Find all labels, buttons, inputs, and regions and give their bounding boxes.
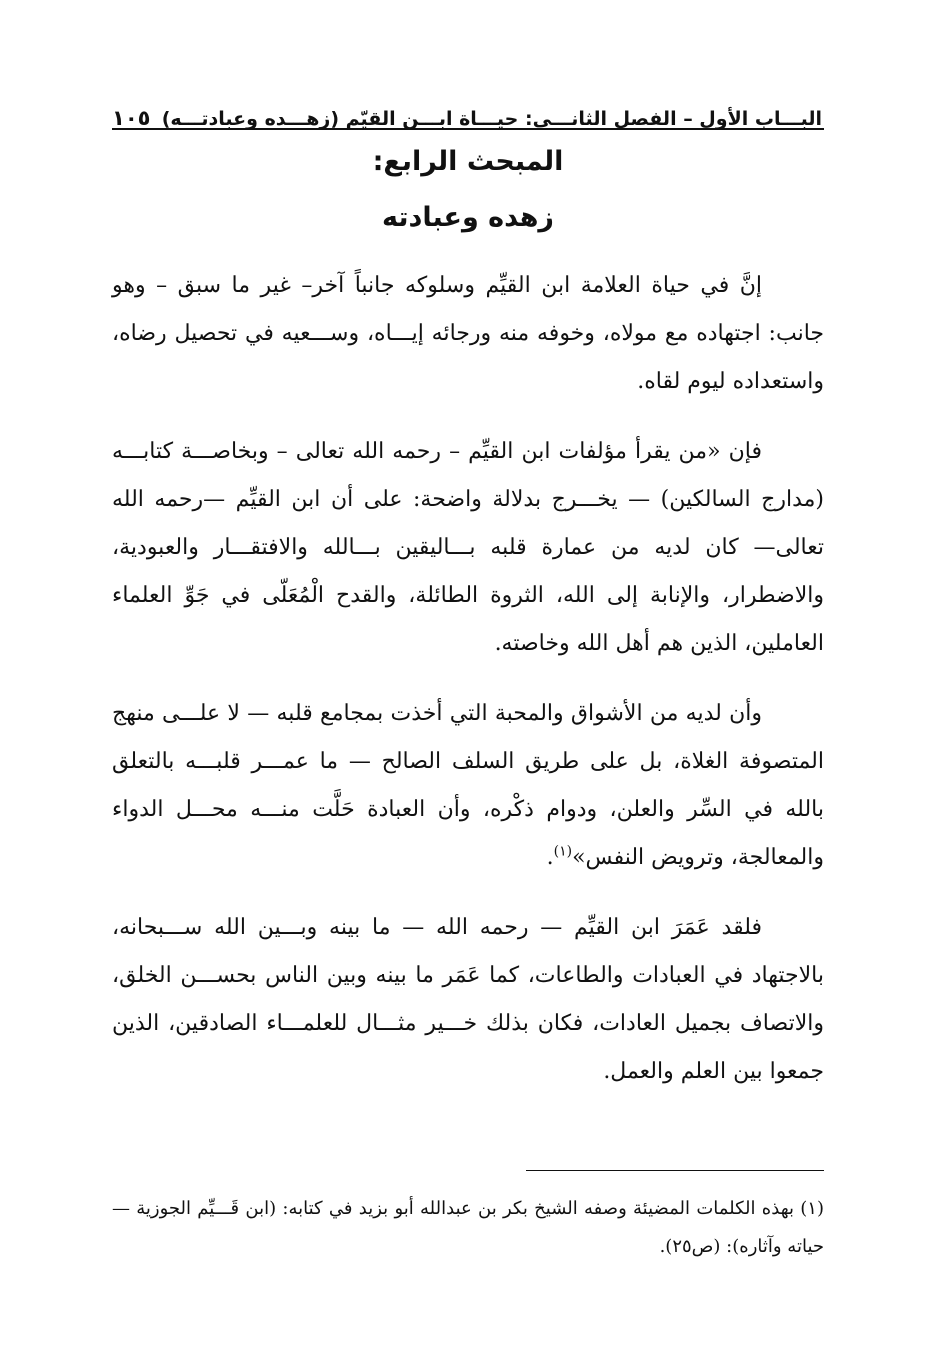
chapter-title: المبحث الرابع:	[372, 146, 564, 177]
running-header	[112, 96, 822, 130]
paragraph-with-footnote	[112, 690, 824, 882]
section-title: زهده وعبادته	[382, 202, 554, 233]
paragraph-text: وأن لديه من الأشواق والمحبة التي أخذت بمجامع قلبه — لا علـــى منهج المتصوفة الغلاة، بل على طريق السلف الصالح — ما عمـــر قلبـــه بالتعلق بالله في السِّر والعلن، ودوام ذكْره، وأن العبادة حَلَّت منـــه محـــل الدواء والمعالجة، وترويض النفس»	[112, 701, 824, 870]
paragraph: فلقد عَمَرَ ابن القيِّم — رحمه الله — ما بينه وبـــين الله ســـبحانه، بالاجتهاد في العبادات والطاعات، كما عَمَر ما بينه وبين الناس بحســـن الخلق، والاتصاف بجميل العادات، فكان بذلك خـــير مثـــال للعلمـــاء الصادقين، الذين جمعوا بين العلم والعمل.	[112, 915, 824, 1084]
page-number: ١٠٥	[112, 106, 151, 130]
paragraph: إنَّ في حياة العلامة ابن القيِّم وسلوكه جانباً آخر– غير ما سبق – وهو جانب: اجتهاده مع مولاه، وخوفه منه ورجائه إيـــاه، وســـعيه في تحصيل رضاه، واستعداده ليوم لقاه.	[112, 273, 824, 394]
footnote-reference: (١)	[553, 843, 573, 860]
footnote-rule	[526, 1170, 824, 1171]
paragraph-end: .	[546, 845, 554, 870]
footnote	[112, 1190, 824, 1266]
header-rule	[112, 128, 824, 130]
body-text	[112, 262, 824, 1118]
footnote-text: (١) بهذه الكلمات المضيئة وصفه الشيخ بكر بن عبدالله أبو بزيد في كتابه: (ابن قَـــيِّم الجوزية — حياته وآثاره): (ص٢٥).	[112, 1198, 824, 1257]
running-title: البـــاب الأول – الفصل الثانـــي: حيـــاة ابـــن القيّم (زهـــده وعبادتـــه)	[161, 108, 822, 130]
paragraph: فإن «من يقرأ مؤلفات ابن القيِّم – رحمه الله تعالى – وبخاصـــة كتابـــه (مدارج السالكين) — يخـــرج بدلالة واضحة: على أن ابن القيِّم —رحمه الله تعالى— كان لديه من عمارة قلبه بـــاليقين بـــالله والافتقـــار والعبودية، والاضطرار، والإنابة إلى الله، الثروة الطائلة، والقدح الْمُعَلّى في جَوِّ العلماء العاملين، الذين هم أهل الله وخاصته.	[112, 439, 824, 656]
